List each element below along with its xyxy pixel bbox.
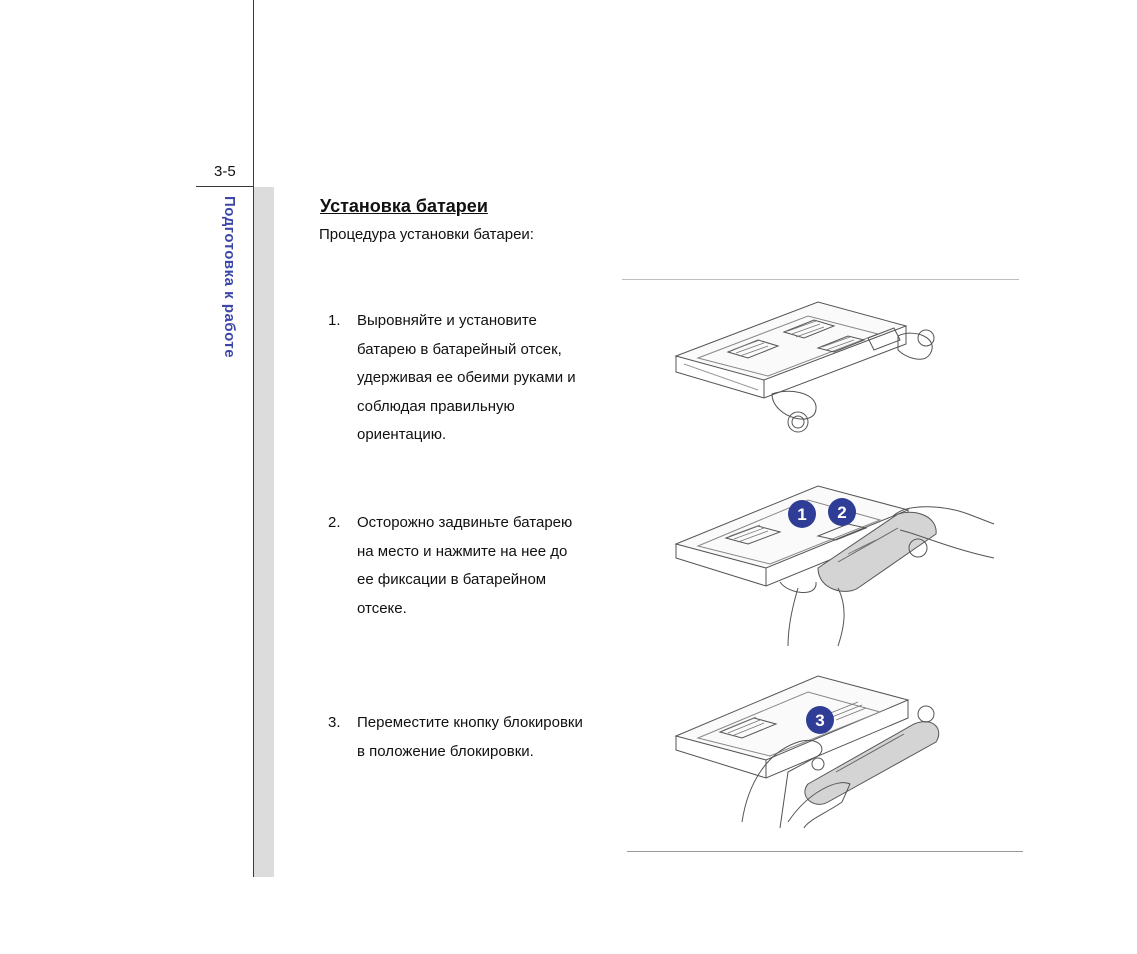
badge-1-label: 1 bbox=[797, 505, 807, 524]
step-line: отсеке. bbox=[357, 599, 407, 617]
step-number: 3. bbox=[328, 714, 341, 731]
figure-top-rule bbox=[622, 279, 1019, 280]
page-number: 3-5 bbox=[214, 163, 236, 180]
figure-bottom-rule bbox=[627, 851, 1023, 852]
step-line: на место и нажмите на нее до bbox=[357, 542, 568, 560]
step-line: ориентацию. bbox=[357, 426, 447, 443]
step-line: Осторожно задвиньте батарею bbox=[357, 514, 573, 531]
battery-lock-illustration bbox=[668, 672, 950, 830]
badge-2-label: 2 bbox=[837, 503, 847, 522]
step-number: 1. bbox=[328, 312, 341, 329]
step-number: 2. bbox=[328, 514, 341, 531]
step-line: ее фиксации в батарейном bbox=[357, 571, 547, 588]
section-intro: Процедура установки батареи: bbox=[319, 226, 534, 243]
step-line: в положение блокировки. bbox=[357, 742, 534, 760]
step-line: соблюдая правильную bbox=[357, 397, 515, 415]
battery-insert-illustration bbox=[668, 478, 998, 648]
side-tab-bar bbox=[254, 187, 274, 877]
step-line: удерживая ее обеими руками и bbox=[357, 369, 576, 386]
step-text bbox=[357, 307, 617, 450]
badge-3-label: 3 bbox=[815, 711, 825, 730]
laptop-underside-illustration-1 bbox=[668, 298, 950, 440]
section-title: Установка батареи bbox=[320, 196, 488, 216]
step-text bbox=[357, 509, 617, 623]
step-line: Выровняйте и установите bbox=[357, 312, 537, 329]
page-number-rule bbox=[196, 186, 254, 187]
step-text bbox=[357, 709, 617, 766]
step-line: батарею в батарейный отсек, bbox=[357, 340, 562, 358]
step-line: Переместите кнопку блокировки bbox=[357, 714, 583, 731]
chapter-label: Подготовка к работе bbox=[221, 196, 238, 359]
